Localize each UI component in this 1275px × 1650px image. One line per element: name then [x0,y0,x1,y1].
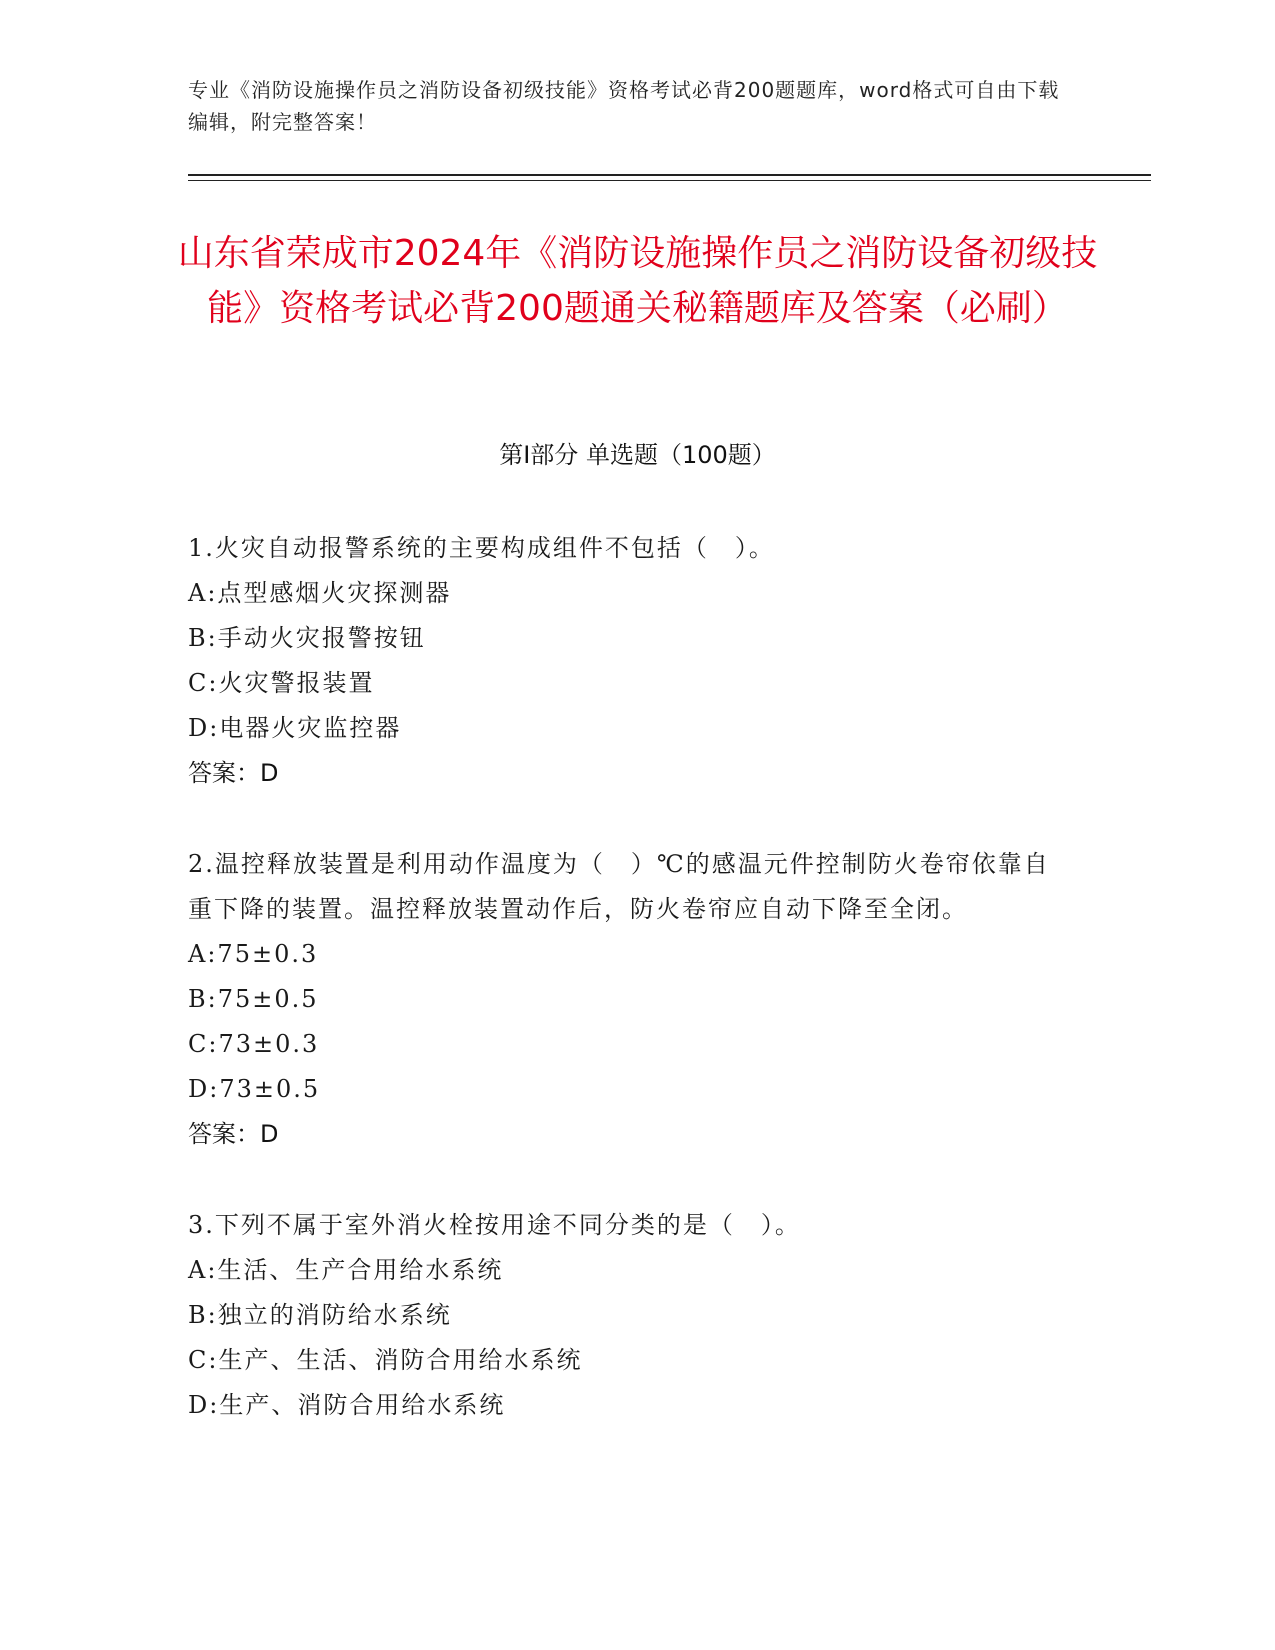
answer: 答案：D [188,1120,279,1148]
option-d: D:生产、消防合用给水系统 [188,1391,506,1419]
option-b: B:75±0.5 [188,985,319,1013]
option-d: D:73±0.5 [188,1075,321,1103]
option-c: C:火灾警报装置 [188,669,375,697]
option-d: D:电器火灾监控器 [188,714,402,742]
option-a: A:点型感烟火灾探测器 [188,579,452,607]
question-stem: 1.火灾自动报警系统的主要构成组件不包括（ ）。 [188,534,775,562]
question-stem: 2.温控释放装置是利用动作温度为（ ）℃的感温元件控制防火卷帘依靠自重下降的装置。温控释放装置动作后，防火卷帘应自动下降至全闭。 [188,850,1050,923]
option-c: C:生产、生活、消防合用给水系统 [188,1346,583,1374]
header-note: 专业《消防设施操作员之消防设备初级技能》资格考试必背200题题库，word格式可自由下载编辑，附完整答案！ [188,78,1060,134]
header-divider-thin [188,180,1151,181]
option-a: A:生活、生产合用给水系统 [188,1256,504,1284]
answer: 答案：D [188,759,279,787]
question-3 [188,1203,1068,1428]
document-title: 山东省荣成市2024年《消防设施操作员之消防设备初级技能》资格考试必背200题通关秘籍题库及答案（必刷） [177,233,1098,329]
section-title: 第Ⅰ部分 单选题（100题） [499,441,776,469]
header-divider-thick [188,174,1151,176]
option-a: A:75±0.3 [188,940,319,968]
option-b: B:独立的消防给水系统 [188,1301,452,1329]
option-b: B:手动火灾报警按钮 [188,624,426,652]
question-stem: 3.下列不属于室外消火栓按用途不同分类的是（ ）。 [188,1211,801,1239]
question-2 [188,842,1068,1157]
question-1 [188,526,1068,796]
option-c: C:73±0.3 [188,1030,320,1058]
question-list [188,526,1068,1474]
